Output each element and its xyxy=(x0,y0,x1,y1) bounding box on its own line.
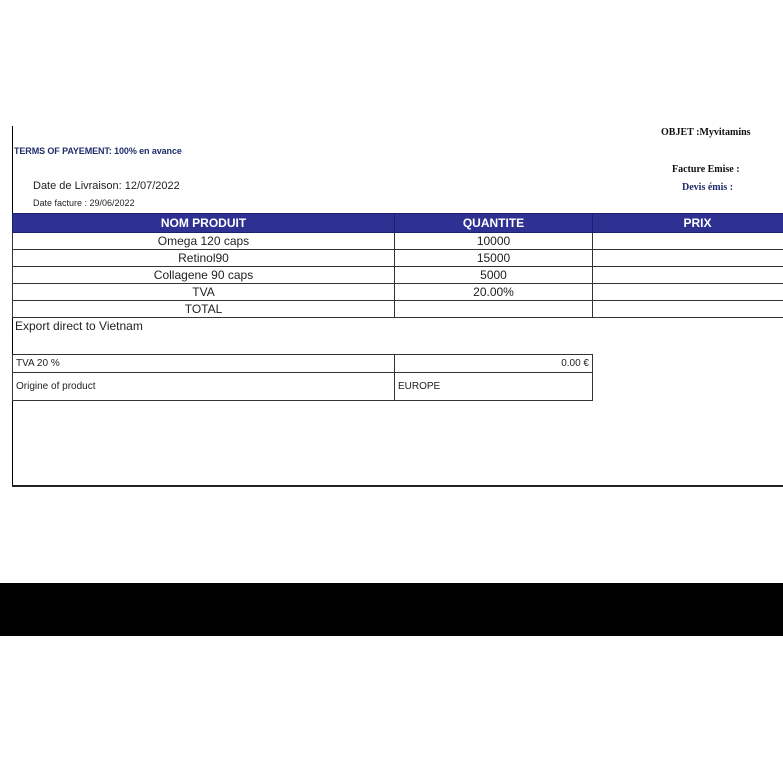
quantity-cell: 15000 xyxy=(395,250,593,267)
table-header-row xyxy=(13,214,783,233)
black-band xyxy=(0,583,783,636)
delivery-date: Date de Livraison: 12/07/2022 xyxy=(33,180,180,192)
summary-row-tva xyxy=(13,355,593,373)
quantity-cell: 5000 xyxy=(395,267,593,284)
product-name-cell: Retinol90 xyxy=(13,250,395,267)
invoice-issued-label: Facture Emise : xyxy=(672,164,740,175)
column-header-product: NOM PRODUIT xyxy=(13,214,395,233)
invoice-object: OBJET :Myvitamins xyxy=(661,127,751,138)
tva-label: TVA 20 % xyxy=(13,355,395,373)
tva-amount: 0.00 € xyxy=(395,355,593,373)
table-row xyxy=(13,301,783,318)
summary-table xyxy=(12,354,593,401)
table-row xyxy=(13,284,783,301)
quantity-cell xyxy=(395,301,593,318)
summary-row-origin xyxy=(13,373,593,401)
invoice-date: Date facture : 29/06/2022 xyxy=(33,198,135,208)
column-header-quantity: QUANTITE xyxy=(395,214,593,233)
sheet-bottom-border xyxy=(12,485,783,487)
table-row xyxy=(13,267,783,284)
price-cell xyxy=(593,284,783,301)
price-cell xyxy=(593,250,783,267)
column-header-price: PRIX xyxy=(593,214,783,233)
quantity-cell: 10000 xyxy=(395,233,593,250)
product-name-cell: Collagene 90 caps xyxy=(13,267,395,284)
origin-value: EUROPE xyxy=(395,373,593,401)
table-row xyxy=(13,250,783,267)
quantity-cell: 20.00% xyxy=(395,284,593,301)
price-cell xyxy=(593,301,783,318)
terms-of-payment: TERMS OF PAYEMENT: 100% en avance xyxy=(14,146,182,156)
products-table xyxy=(12,213,783,318)
product-name-cell: Omega 120 caps xyxy=(13,233,395,250)
table-row xyxy=(13,233,783,250)
quote-issued-label: Devis émis : xyxy=(682,182,734,193)
product-name-cell: TVA xyxy=(13,284,395,301)
origin-label: Origine of product xyxy=(13,373,395,401)
price-cell xyxy=(593,233,783,250)
product-name-cell: TOTAL xyxy=(13,301,395,318)
export-note: Export direct to Vietnam xyxy=(15,319,143,333)
price-cell xyxy=(593,267,783,284)
